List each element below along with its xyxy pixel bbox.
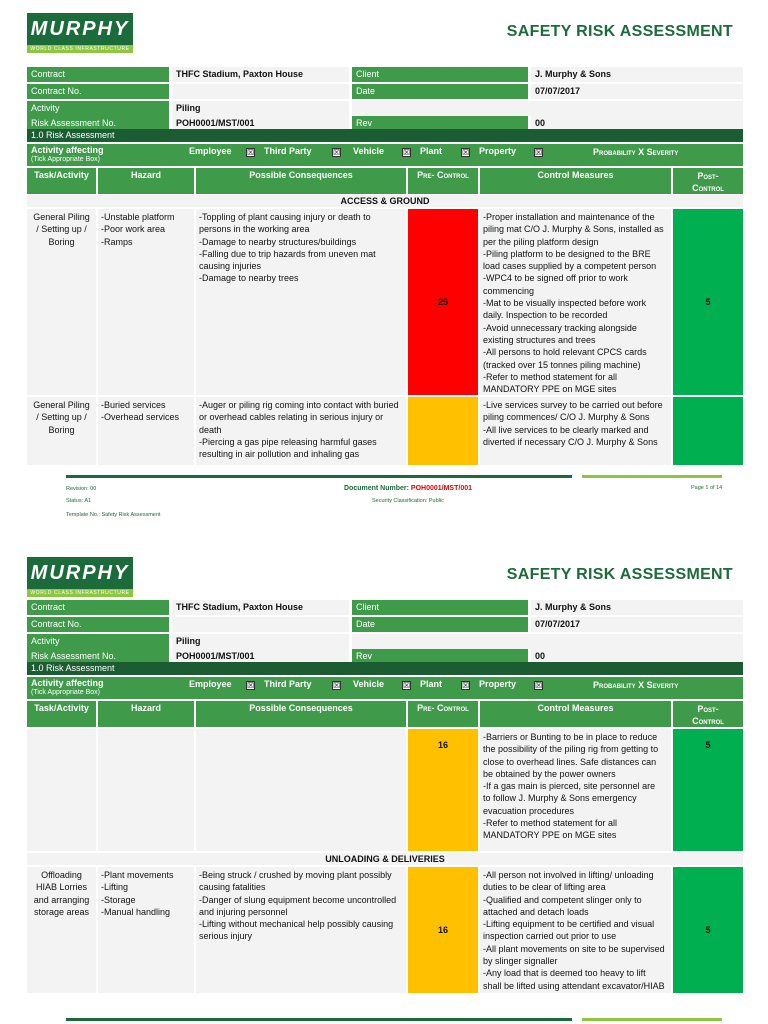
date-label: Date [352, 84, 528, 99]
affecting-label: Activity affecting [31, 145, 104, 155]
date-value: 07/07/2017 [531, 617, 743, 632]
third-party-checkbox[interactable]: ☒ [333, 148, 341, 157]
vehicle-label: Vehicle [353, 679, 385, 689]
consequences-cell [196, 729, 406, 851]
rev-label: Rev [352, 116, 528, 131]
col-hazard: Hazard [98, 701, 194, 727]
table-row [27, 397, 743, 465]
col-control-measures: Control Measures [480, 701, 671, 727]
consequences-cell: -Being struck / crushed by moving plant possibly causing fatalities -Danger of slung equipment become uncontrolled and injuring personnel -Lifting without mechanical help possibly causing serious injury [196, 867, 406, 993]
logo-strapline: WORLD CLASS INFRASTRUCTURE [30, 46, 130, 52]
hazard-cell: -Plant movements -Lifting -Storage -Manual handling [98, 867, 194, 993]
activity-affecting-bar [27, 144, 743, 166]
ra-no-value: POH0001/MST/001 [172, 649, 349, 664]
ra-no-label: Risk Assessment No. [27, 649, 169, 664]
plant-checkbox[interactable]: ☒ [462, 148, 470, 157]
client-label: Client [352, 67, 528, 82]
doc-number-value: POH0001/MST/001 [410, 485, 472, 492]
employee-checkbox[interactable]: ☒ [247, 681, 255, 690]
contract-no-label: Contract No. [27, 84, 169, 99]
col-task: Task/Activity [27, 168, 96, 194]
column-headers [27, 701, 743, 727]
pre-control-score: 25 [408, 209, 478, 395]
col-post-control: Post- Control [673, 701, 743, 727]
control-measures-cell: -Live services survey to be carried out before piling commences/ C/O J. Murphy & Sons -All live services to be clearly marked and diverted if necessary C/O J. Murphy & Sons [480, 397, 671, 465]
plant-checkbox[interactable]: ☒ [462, 681, 470, 690]
probability-severity-label: Probability X Severity [593, 680, 679, 690]
rev-value: 00 [531, 116, 743, 131]
logo-strapline: WORLD CLASS INFRASTRUCTURE [30, 590, 130, 596]
contract-label: Contract [27, 600, 169, 615]
activity-value: Piling [172, 634, 349, 649]
client-value: J. Murphy & Sons [531, 600, 743, 615]
col-task: Task/Activity [27, 701, 96, 727]
murphy-logo [27, 557, 133, 595]
contract-value: THFC Stadium, Paxton House [172, 67, 349, 82]
rev-value: 00 [531, 649, 743, 664]
affecting-label: Activity affecting [31, 678, 104, 688]
third-party-label: Third Party [264, 679, 312, 689]
vehicle-checkbox[interactable]: ☒ [403, 681, 411, 690]
activity-value: Piling [172, 101, 349, 116]
plant-label: Plant [420, 679, 443, 689]
section-band: ACCESS & GROUND [27, 195, 743, 207]
table-row [27, 867, 743, 993]
task-cell: Offloading HIAB Lorries and arranging storage areas [27, 867, 96, 993]
footer-document-number [344, 485, 472, 492]
table-row [27, 209, 743, 395]
activity-affecting-bar [27, 677, 743, 699]
employee-label: Employee [189, 146, 232, 156]
footer-revision: Revision: 00 [66, 486, 97, 492]
footer-rule [66, 1018, 572, 1021]
col-pre-control: Pre- Control [408, 168, 478, 194]
ra-no-value: POH0001/MST/001 [172, 116, 349, 131]
consequences-cell: -Toppling of plant causing injury or death to persons in the working area -Damage to nearby structures/buildings -Falling due to trip hazards from uneven mat causing injuries -Damage to nearby trees [196, 209, 406, 395]
post-control-score: 5 [673, 209, 743, 395]
murphy-logo [27, 13, 133, 51]
property-label: Property [479, 146, 517, 156]
property-label: Property [479, 679, 517, 689]
document-title: SAFETY RISK ASSESSMENT [506, 566, 733, 583]
activity-blank [352, 101, 743, 116]
post-control-score [673, 397, 743, 465]
col-control-measures: Control Measures [480, 168, 671, 194]
footer-page-number: Page 1 of 14 [691, 485, 723, 491]
property-checkbox[interactable]: ☒ [535, 148, 543, 157]
employee-checkbox[interactable]: ☒ [247, 148, 255, 157]
property-checkbox[interactable]: ☒ [535, 681, 543, 690]
ra-no-label: Risk Assessment No. [27, 116, 169, 131]
activity-blank [352, 634, 743, 649]
post-control-score: 5 [673, 867, 743, 993]
section-band: UNLOADING & DELIVERIES [27, 853, 743, 865]
col-consequences: Possible Consequences [196, 168, 406, 194]
footer-template: Template No.: Safety Risk Assessment [66, 512, 161, 518]
plant-label: Plant [420, 146, 443, 156]
contract-no-value [172, 84, 349, 99]
rev-label: Rev [352, 649, 528, 664]
employee-label: Employee [189, 679, 232, 689]
pre-control-score: 16 [408, 867, 478, 993]
logo-word: MURPHY [30, 561, 130, 584]
hazard-cell [98, 729, 194, 851]
footer-status: Status: A1 [66, 498, 92, 504]
logo-word: MURPHY [30, 17, 130, 40]
affecting-sublabel: (Tick Appropriate Box) [31, 689, 100, 696]
vehicle-label: Vehicle [353, 146, 385, 156]
client-value: J. Murphy & Sons [531, 67, 743, 82]
third-party-label: Third Party [264, 146, 312, 156]
header-grid [27, 600, 743, 666]
vehicle-checkbox[interactable]: ☒ [403, 148, 411, 157]
footer-classification: Security Classification: Public [372, 498, 444, 504]
footer-rule [66, 475, 572, 478]
contract-no-value [172, 617, 349, 632]
col-hazard: Hazard [98, 168, 194, 194]
client-label: Client [352, 600, 528, 615]
footer-accent-rule [582, 1018, 722, 1021]
table-row [27, 729, 743, 851]
col-pre-control: Pre- Control [408, 701, 478, 727]
hazard-cell: -Unstable platform -Poor work area -Ramps [98, 209, 194, 395]
date-label: Date [352, 617, 528, 632]
date-value: 07/07/2017 [531, 84, 743, 99]
contract-label: Contract [27, 67, 169, 82]
task-cell [27, 729, 96, 851]
document-title: SAFETY RISK ASSESSMENT [506, 23, 733, 40]
control-measures-cell: -Proper installation and maintenance of the piling mat C/O J. Murphy & Sons, installed as per the piling platform design -Piling platform to be designed to the BRE load cases supplied by a competent person -WPC4 to be signed off prior to work commencing -Mat to be visually inspected before work daily. Inspection to be recorded -Avoid unnecessary tracking alongside existing structures and trees -All persons to hold relevant CPCS cards (tracked over 15 tonnes piling machine) -Refer to method statement for all MANDATORY PPE on MGE sites [480, 209, 671, 395]
probability-severity-label: Probability X Severity [593, 147, 679, 157]
col-consequences: Possible Consequences [196, 701, 406, 727]
section-title: 1.0 Risk Assessment [27, 129, 743, 142]
col-post-control: Post- Control [673, 168, 743, 194]
control-measures-cell: -All person not involved in lifting/ unloading duties to be clear of lifting area -Qualified and competent slinger only to attached and detach loads -Lifting equipment to be certified and visual inspection carried out prior to use -All plant movements on site to be supervised by slinger signaller -Any load that is deemed too heavy to lift shall be lifted using attendant excavator/HIAB [480, 867, 671, 993]
column-headers [27, 168, 743, 194]
task-cell: General Piling / Setting up / Boring [27, 209, 96, 395]
consequences-cell: -Auger or piling rig coming into contact with buried or overhead cables relating in serious injury or death -Piercing a gas pipe releasing harmful gases resulting in air pollution and inhaling gas [196, 397, 406, 465]
activity-label: Activity [27, 101, 169, 116]
footer-accent-rule [582, 475, 722, 478]
third-party-checkbox[interactable]: ☒ [333, 681, 341, 690]
pre-control-score: 16 [408, 729, 478, 851]
contract-value: THFC Stadium, Paxton House [172, 600, 349, 615]
section-title: 1.0 Risk Assessment [27, 662, 743, 675]
activity-label: Activity [27, 634, 169, 649]
affecting-sublabel: (Tick Appropriate Box) [31, 156, 100, 163]
pre-control-score [408, 397, 478, 465]
post-control-score: 5 [673, 729, 743, 851]
doc-number-label: Document Number: [344, 485, 409, 492]
hazard-cell: -Buried services -Overhead services [98, 397, 194, 465]
control-measures-cell: -Barriers or Bunting to be in place to reduce the possibility of the piling rig from getting to close to overhead lines. Safe distances can be obtained by the power owners -If a gas main is pierced, site personnel are to follow J. Murphy & Sons emergency evacuation procedures -Refer to method statement for all MANDATORY PPE on MGE sites [480, 729, 671, 851]
task-cell: General Piling / Setting up / Boring [27, 397, 96, 465]
header-grid [27, 67, 743, 133]
contract-no-label: Contract No. [27, 617, 169, 632]
